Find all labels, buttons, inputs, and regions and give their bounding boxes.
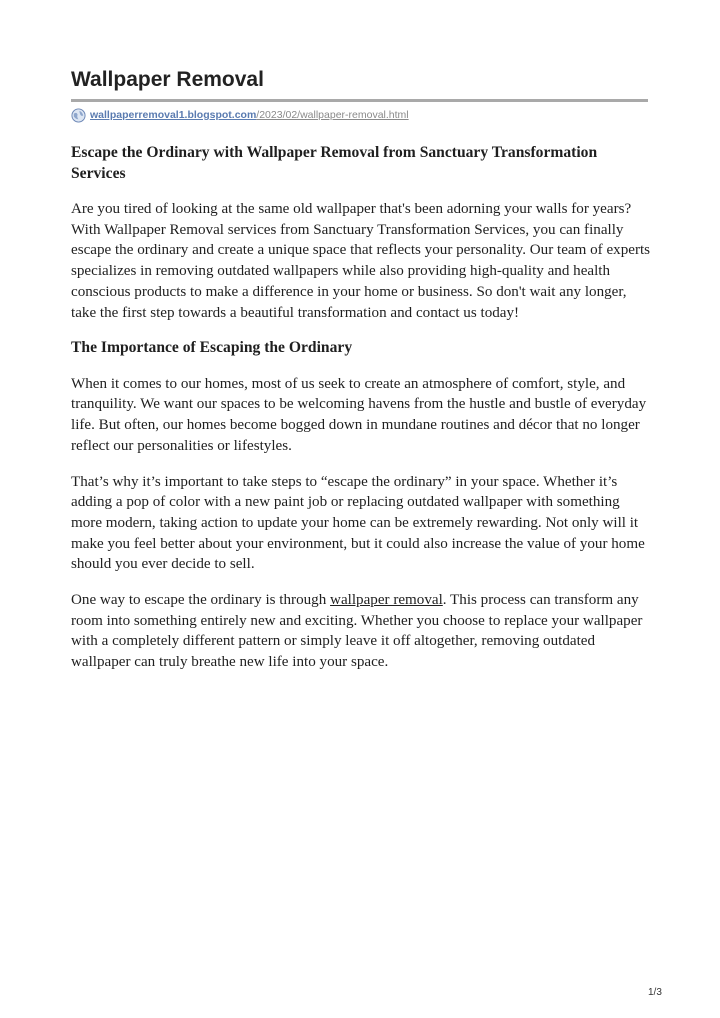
- globe-icon: [71, 108, 86, 123]
- article-paragraph-4: [71, 590, 651, 673]
- title-divider: [71, 99, 648, 102]
- page-indicator: 1/3: [648, 987, 662, 998]
- article-paragraph-1: Are you tired of looking at the same old wallpaper that's been adorning your walls for years? With Wallpaper Removal services from Sanctuary Transformation Services, you can finally escape the ordinary and create a unique space that reflects your personality. Our team of experts specializes in removing outdated wallpapers while also providing high-quality and health conscious products to make a difference in your home or business. So don't wait any longer, take the first step towards a beautiful transformation and contact us today!: [71, 201, 651, 321]
- article-heading-1: Escape the Ordinary with Wallpaper Removal from Sanctuary Transformation Services: [71, 144, 598, 182]
- paragraph-4-text-after: . This process can transform any room into something entirely new and exciting. Whether you choose to replace your wallpaper with a completely different pattern or simply leave it off altogether, removing outdated wallpaper can truly breathe new life into your space.: [71, 592, 643, 671]
- paragraph-4-text-before: One way to escape the ordinary is through: [71, 592, 331, 609]
- article-paragraph-2: When it comes to our homes, most of us seek to create an atmosphere of comfort, style, and tranquility. We want our spaces to be welcoming havens from the hustle and bustle of everyday life. But often, our homes become bogged down in mundane routines and décor that no longer reflect our personalities or lifestyles.: [71, 375, 647, 454]
- article-body: [71, 143, 651, 688]
- article-heading-2: The Importance of Escaping the Ordinary: [71, 339, 353, 357]
- source-domain[interactable]: wallpaperremoval1.blogspot.com: [90, 109, 257, 121]
- wallpaper-removal-link[interactable]: wallpaper removal: [330, 592, 443, 609]
- document-title: Wallpaper Removal: [71, 68, 264, 91]
- source-link[interactable]: [71, 107, 409, 123]
- article-paragraph-3: That’s why it’s important to take steps to “escape the ordinary” in your space. Whether it’s adding a pop of color with a new paint job or replacing outdated wallpaper with something more modern, taking action to update your home can be extremely rewarding. Not only will it make you feel better about your environment, but it could also increase the value of your home should you ever decide to sell.: [71, 473, 645, 573]
- source-path[interactable]: /2023/02/wallpaper-removal.html: [256, 109, 409, 121]
